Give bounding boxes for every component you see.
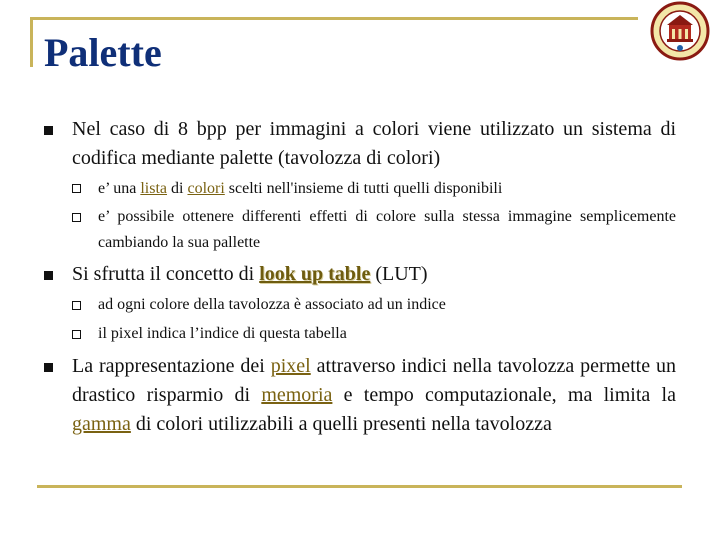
sub-bullet-1-2 bbox=[98, 204, 676, 256]
bullet-2-post: (LUT) bbox=[370, 263, 428, 285]
bullet-3-mid1: attraverso indici nella tavolozza permette un drastico risparmio di bbox=[72, 355, 677, 406]
link-look-up-table[interactable]: look up table bbox=[259, 263, 371, 285]
sub-1-2-text: e’ possibile ottenere differenti effetti di colore sulla stessa immagine semplicemente cambiando la sua pallette bbox=[98, 208, 676, 251]
bullet-3-mid2: e tempo computazionale, ma limita la bbox=[332, 384, 676, 406]
slide-title: Palette bbox=[44, 30, 162, 75]
sub-bullet-2-1 bbox=[98, 292, 676, 318]
link-colori[interactable]: colori bbox=[187, 180, 225, 197]
sub-bullet-1-1 bbox=[98, 176, 676, 202]
sub-1-1-mid: di bbox=[167, 180, 188, 197]
bottom-divider bbox=[37, 485, 682, 488]
bullet-square-2 bbox=[44, 271, 53, 280]
link-pixel[interactable]: pixel bbox=[270, 355, 311, 377]
sub-bullet-2-2 bbox=[98, 321, 676, 347]
sub-bullet-box-2-1 bbox=[72, 301, 81, 310]
sub-2-1-text: ad ogni colore della tavolozza è associato ad un indice bbox=[98, 296, 446, 313]
sub-bullet-box-1-1 bbox=[72, 184, 81, 193]
link-lista[interactable]: lista bbox=[140, 180, 168, 197]
sub-2-2-text: il pixel indica l’indice di questa tabella bbox=[98, 325, 347, 342]
sub-bullet-box-1-2 bbox=[72, 213, 81, 222]
bullet-square-3 bbox=[44, 363, 53, 372]
link-gamma[interactable]: gamma bbox=[72, 413, 131, 435]
bullet-2-pre: Si sfrutta il concetto di bbox=[72, 263, 260, 285]
sub-1-1-post: scelti nell'insieme di tutti quelli disponibili bbox=[224, 180, 503, 197]
bullet-3-pre: La rappresentazione dei bbox=[72, 355, 271, 377]
bullet-3-text bbox=[72, 352, 676, 439]
sub-1-1-pre: e’ una bbox=[98, 180, 141, 197]
bullet-3-post: di colori utilizzabili a quelli presenti nella tavolozza bbox=[130, 413, 552, 435]
bullet-square-1 bbox=[44, 126, 53, 135]
bullet-1-text bbox=[72, 115, 676, 173]
sub-bullet-box-2-2 bbox=[72, 330, 81, 339]
link-memoria[interactable]: memoria bbox=[261, 384, 333, 406]
bullet-2-text bbox=[72, 260, 676, 289]
bullet-1-content: Nel caso di 8 bpp per immagini a colori viene utilizzato un sistema di codifica mediante palette (tavolozza di colori) bbox=[72, 118, 676, 169]
